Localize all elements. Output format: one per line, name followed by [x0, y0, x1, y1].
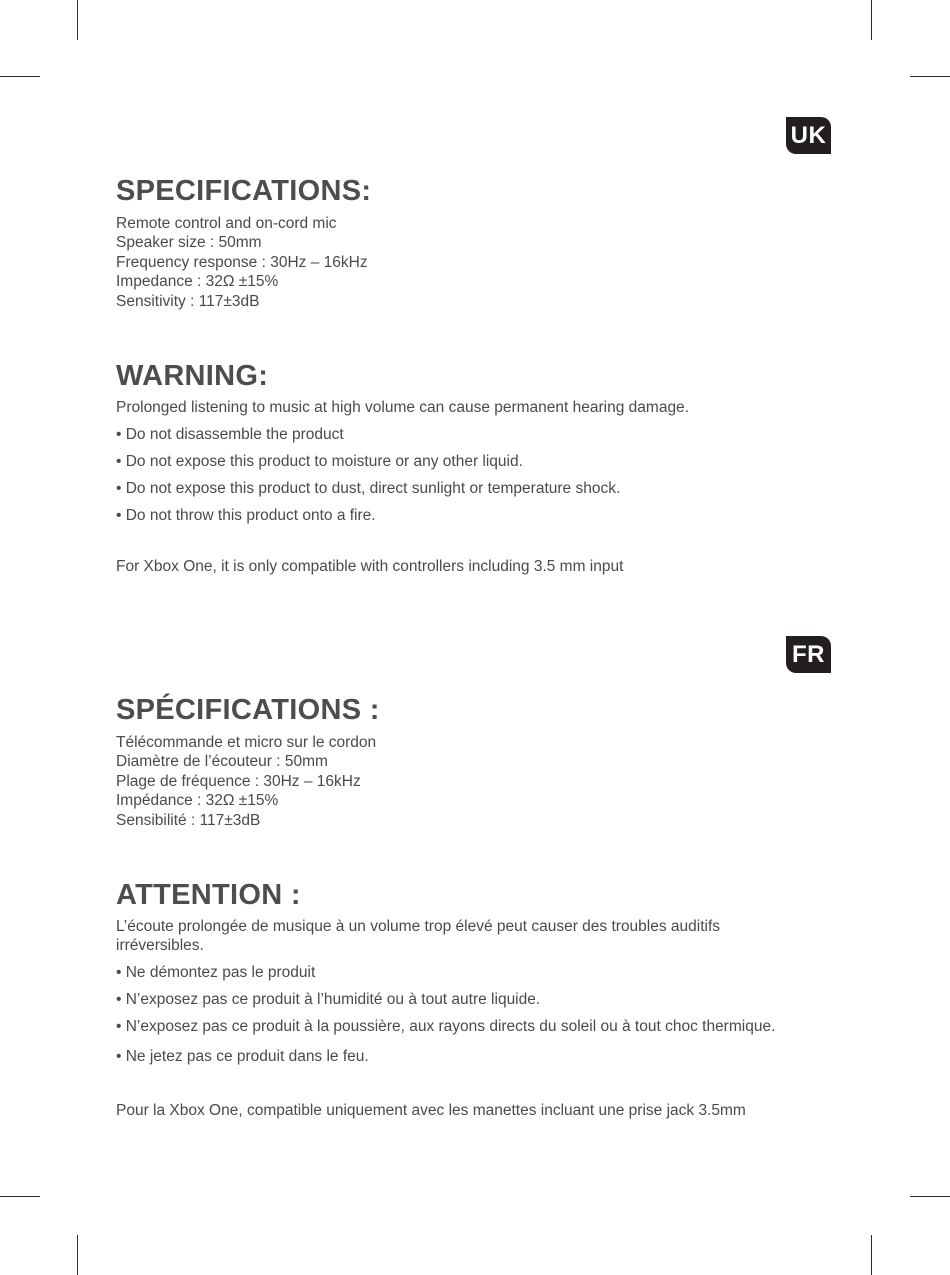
- uk-compatibility-note: For Xbox One, it is only compatible with controllers including 3.5 mm input: [116, 558, 624, 575]
- crop-mark-top-right-horizontal: [910, 76, 950, 77]
- crop-mark-bottom-left-horizontal: [0, 1196, 40, 1197]
- warning-item: • Ne jetez pas ce produit dans le feu.: [116, 1048, 369, 1065]
- warning-item: • N’exposez pas ce produit à la poussière, aux rayons directs du soleil ou à tout choc thermique.: [116, 1018, 776, 1035]
- warning-item: • Do not throw this product onto a fire.: [116, 507, 376, 524]
- uk-warning-section: [116, 359, 836, 525]
- spec-item: Impedance : 32Ω ±15%: [116, 273, 279, 291]
- spec-item: Plage de fréquence : 30Hz – 16kHz: [116, 772, 361, 790]
- warning-item: • Do not disassemble the product: [116, 426, 344, 443]
- warning-item: • Do not expose this product to dust, direct sunlight or temperature shock.: [116, 480, 621, 497]
- crop-mark-bottom-left-vertical: [77, 1235, 78, 1275]
- crop-mark-bottom-right-horizontal: [910, 1196, 950, 1197]
- spec-item: Sensitivity : 117±3dB: [116, 292, 260, 310]
- fr-warning-section: [116, 878, 836, 1066]
- crop-mark-bottom-right-vertical: [871, 1235, 872, 1275]
- fr-compatibility-note: Pour la Xbox One, compatible uniquement avec les manettes incluant une prise jack 3.5mm: [116, 1102, 746, 1119]
- warning-item: • Ne démontez pas le produit: [116, 964, 316, 981]
- crop-mark-top-left-vertical: [77, 0, 78, 40]
- language-badge-uk: UK: [786, 117, 831, 154]
- uk-warning-intro: Prolonged listening to music at high volume can cause permanent hearing damage.: [116, 399, 689, 416]
- spec-item: Impédance : 32Ω ±15%: [116, 792, 279, 810]
- fr-specifications-title: SPÉCIFICATIONS :: [116, 694, 380, 726]
- fr-specifications-list: [116, 733, 836, 830]
- warning-item: • Do not expose this product to moisture or any other liquid.: [116, 453, 523, 470]
- spec-item: Frequency response : 30Hz – 16kHz: [116, 253, 368, 271]
- uk-specifications-section: [116, 174, 836, 311]
- warning-item: • N’exposez pas ce produit à l’humidité ou à tout autre liquide.: [116, 991, 541, 1008]
- fr-warning-list: [116, 963, 836, 1066]
- spec-item: Télécommande et micro sur le cordon: [116, 734, 377, 751]
- fr-specifications-section: [116, 693, 836, 830]
- uk-specifications-title: SPECIFICATIONS:: [116, 175, 372, 207]
- uk-specifications-list: [116, 214, 836, 311]
- uk-warning-list: [116, 425, 836, 525]
- fr-warning-intro: L’écoute prolongée de musique à un volume trop élevé peut causer des troubles auditifs irréversibles.: [116, 918, 721, 954]
- crop-mark-top-left-horizontal: [0, 76, 40, 77]
- spec-item: Speaker size : 50mm: [116, 234, 262, 252]
- language-badge-fr: FR: [786, 636, 831, 673]
- fr-warning-title: ATTENTION :: [116, 879, 301, 911]
- spec-item: Remote control and on-cord mic: [116, 215, 337, 232]
- crop-mark-top-right-vertical: [871, 0, 872, 40]
- uk-warning-title: WARNING:: [116, 360, 269, 392]
- spec-item: Sensibilité : 117±3dB: [116, 811, 261, 829]
- spec-item: Diamètre de l’écouteur : 50mm: [116, 753, 328, 771]
